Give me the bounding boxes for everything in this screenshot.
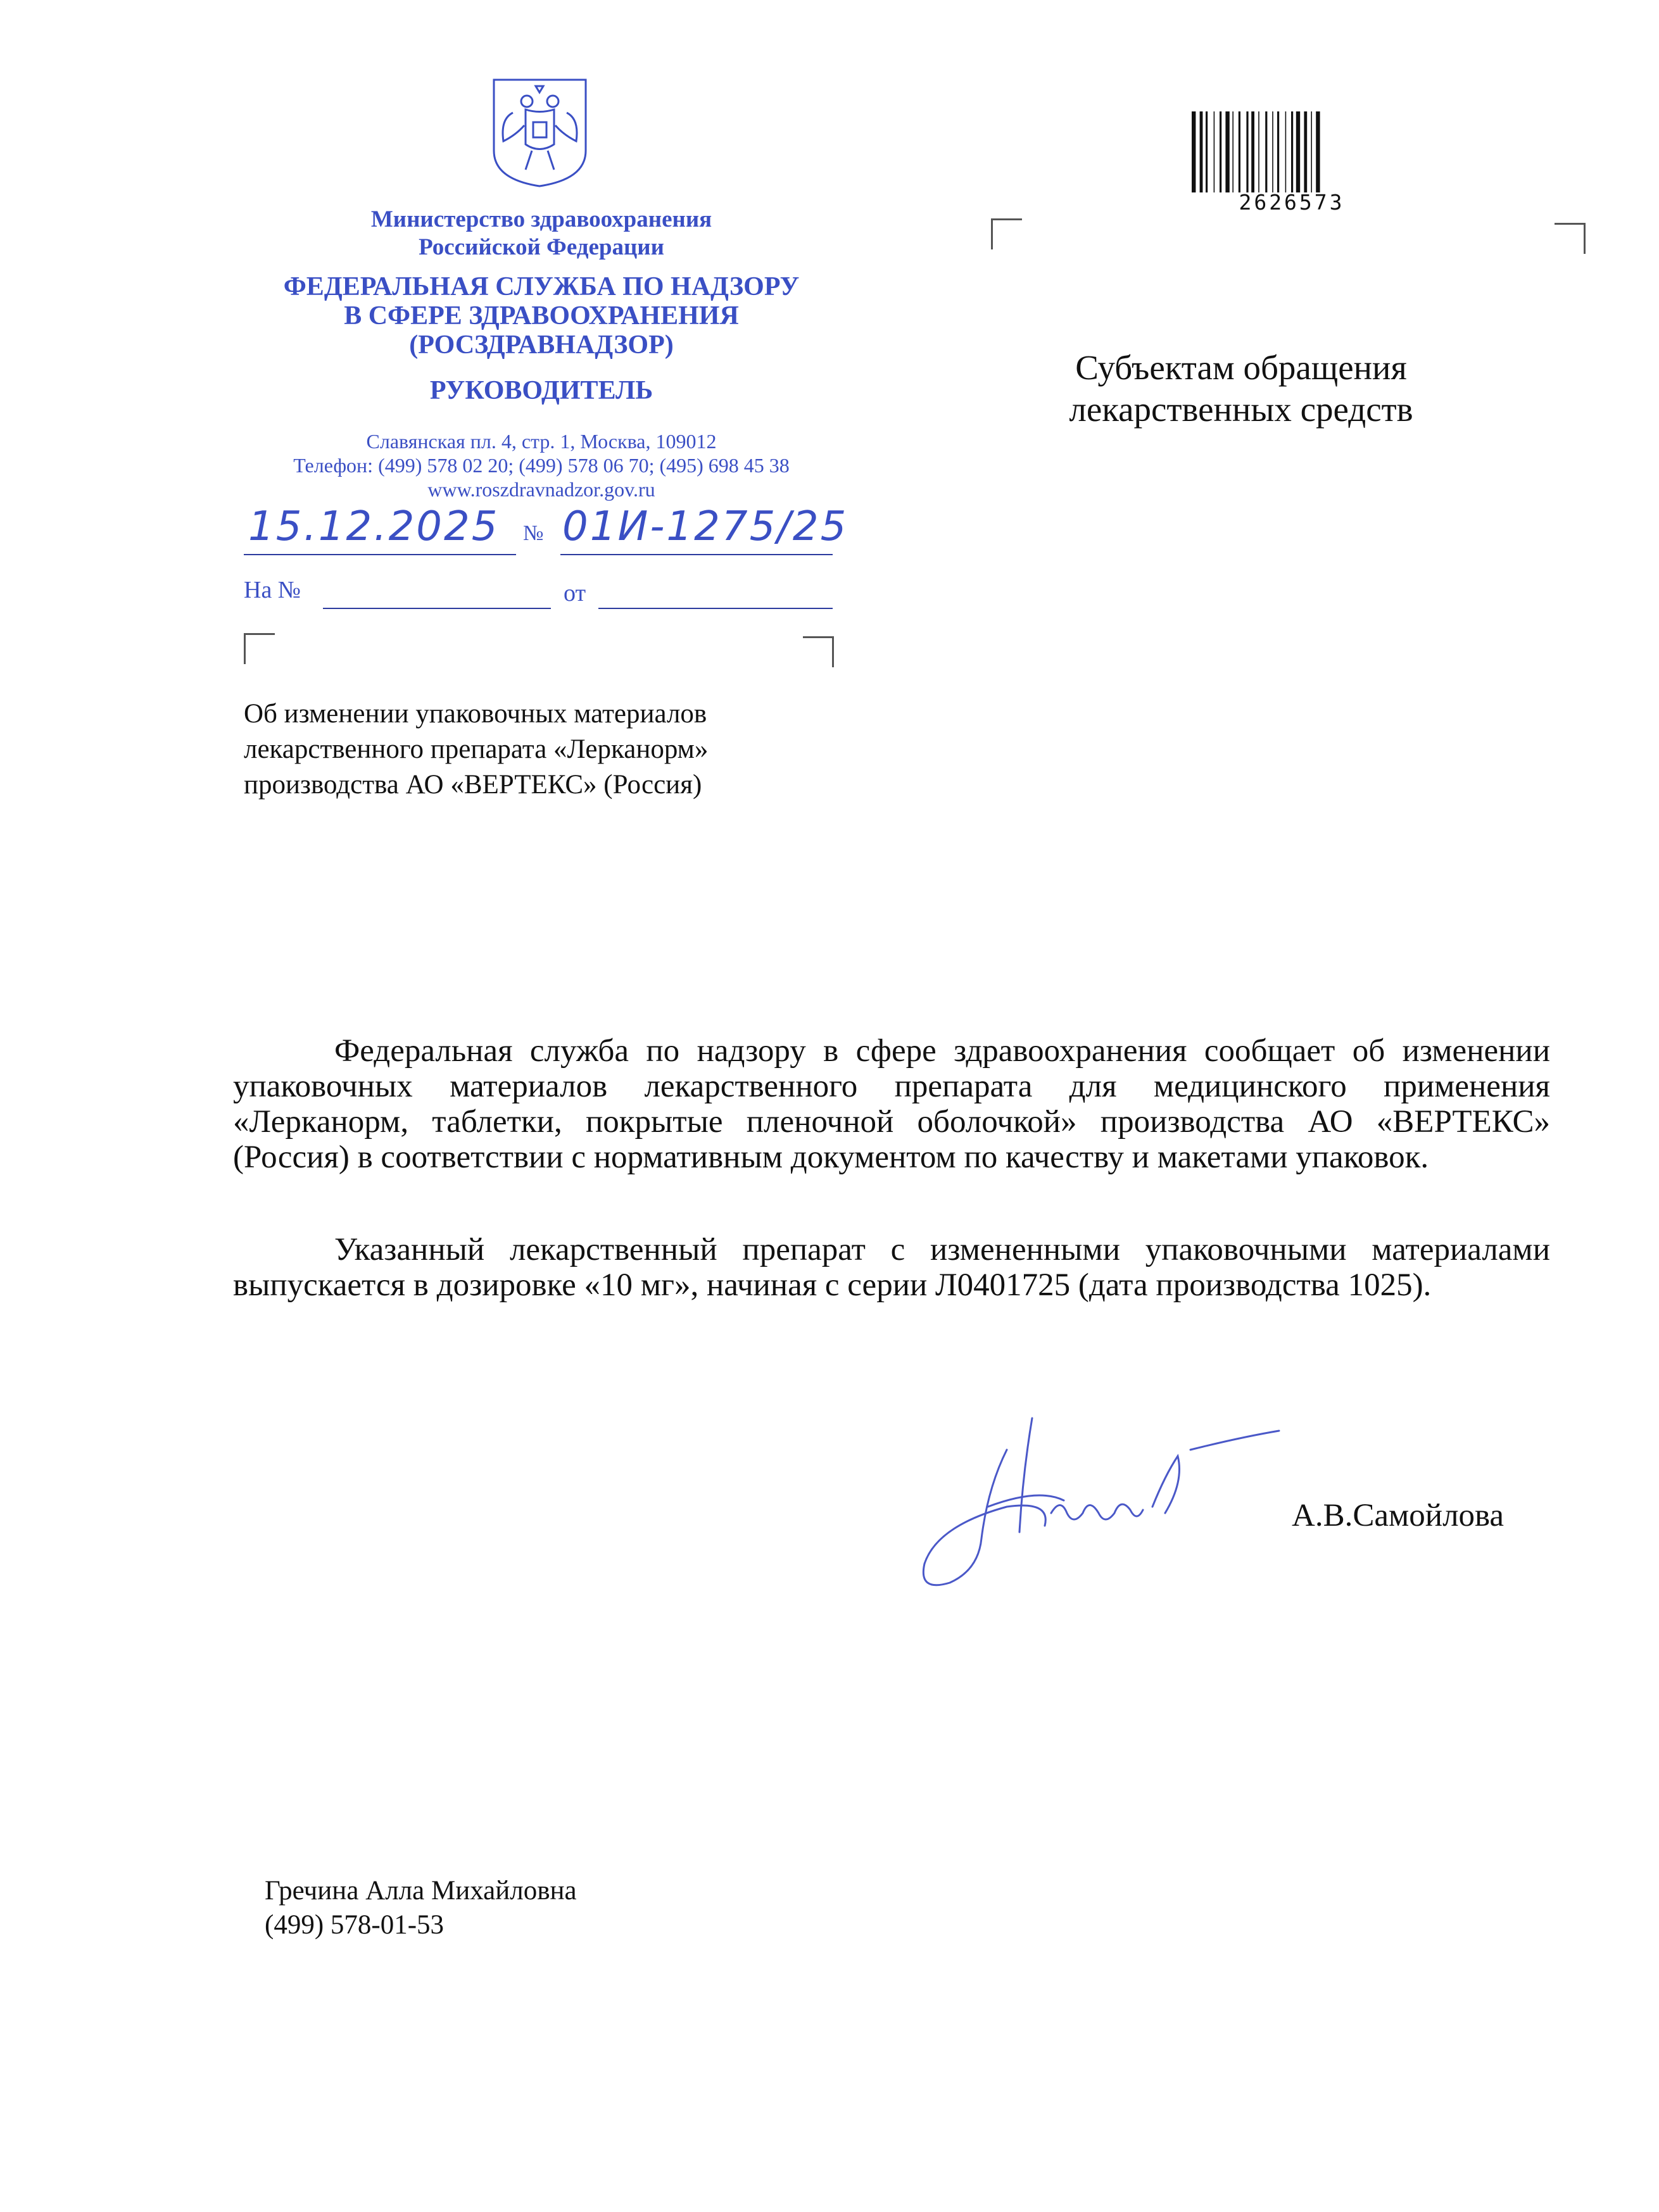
barcode-bar (1311, 111, 1312, 192)
barcode-bar (1214, 111, 1215, 192)
website: www.roszdravnadzor.gov.ru (427, 478, 655, 501)
body-paragraph-2: Указанный лекарственный препарат с измененными упаковочными материалами выпускается в дозировке «10 мг», начиная с серии Л0401725 (дата производства 1025). (233, 1232, 1550, 1303)
body-paragraph-1: Федеральная служба по надзору в сфере здравоохранения сообщает об изменении упаковочных материалов лекарственного препарата для медицинского применения «Лерканорм, таблетки, покрытые пленочной оболочкой» производства АО «ВЕРТЕКС» (Россия) в соответствии с нормативным документом по качеству и макетами упаковок. (233, 1033, 1550, 1175)
ministry-name: Министерство здравоохранения Российской Федерации (370, 206, 712, 260)
barcode-bar (1200, 111, 1203, 192)
barcode-bar (1192, 111, 1195, 192)
reply-from-underline (598, 608, 833, 609)
barcode-bar (1285, 111, 1287, 192)
signer-name: А.В.Самойлова (1292, 1498, 1504, 1533)
barcode-bar (1225, 111, 1229, 192)
subject-corner-left (244, 633, 275, 664)
contact-block (215, 429, 867, 501)
barcode-bar (1220, 111, 1221, 192)
reply-to-label: На № (244, 577, 301, 603)
barcode-bar (1265, 111, 1267, 192)
coat-of-arms-icon (488, 75, 592, 189)
phones: Телефон: (499) 578 02 20; (499) 578 06 70; (495) 698 45 38 (293, 454, 790, 477)
recipient: Субъектам обращения лекарственных средств (1069, 348, 1413, 429)
recipient-corner-left (991, 218, 1022, 249)
barcode-icon (1190, 111, 1393, 192)
recipient-corner-right (1555, 223, 1586, 254)
barcode-number: 2626573 (1239, 190, 1345, 215)
barcode-bar (1304, 111, 1307, 192)
barcode-bar (1258, 111, 1259, 192)
barcode-bar (1251, 111, 1254, 192)
date-underline (244, 554, 516, 555)
letter-subject: Об изменении упаковочных материалов лекарственного препарата «Лерканорм» производства АО «ВЕРТЕКС» (Россия) (244, 699, 709, 800)
subject-corner-right (803, 636, 834, 667)
registration-date: 15.12.2025 (248, 503, 500, 550)
position-title: РУКОВОДИТЕЛЬ (429, 376, 653, 405)
barcode-bar (1232, 111, 1233, 192)
barcode-bar (1277, 111, 1279, 192)
service-name: ФЕДЕРАЛЬНАЯ СЛУЖБА ПО НАДЗОРУ В СФЕРЕ ЗДРАВООХРАНЕНИЯ (РОСЗДРАВНАДЗОР) (283, 272, 800, 360)
executor-name: Гречина Алла Михайловна (265, 1876, 577, 1906)
executor-block (265, 1874, 577, 1942)
barcode-bar (1316, 111, 1320, 192)
reply-to-underline (323, 608, 551, 609)
number-underline (560, 554, 833, 555)
address: Славянская пл. 4, стр. 1, Москва, 109012 (366, 430, 717, 453)
barcode-bar (1239, 111, 1240, 192)
executor-phone: (499) 578-01-53 (265, 1910, 445, 1940)
signature-icon (912, 1412, 1317, 1602)
barcode-bar (1272, 111, 1273, 192)
reply-from-label: от (564, 580, 586, 606)
number-label: № (523, 522, 544, 545)
barcode-bar (1246, 111, 1248, 192)
barcode-bar (1206, 111, 1208, 192)
barcode-bar (1291, 111, 1293, 192)
registration-number: 01И-1275/25 (562, 503, 848, 550)
barcode-bar (1296, 111, 1300, 192)
